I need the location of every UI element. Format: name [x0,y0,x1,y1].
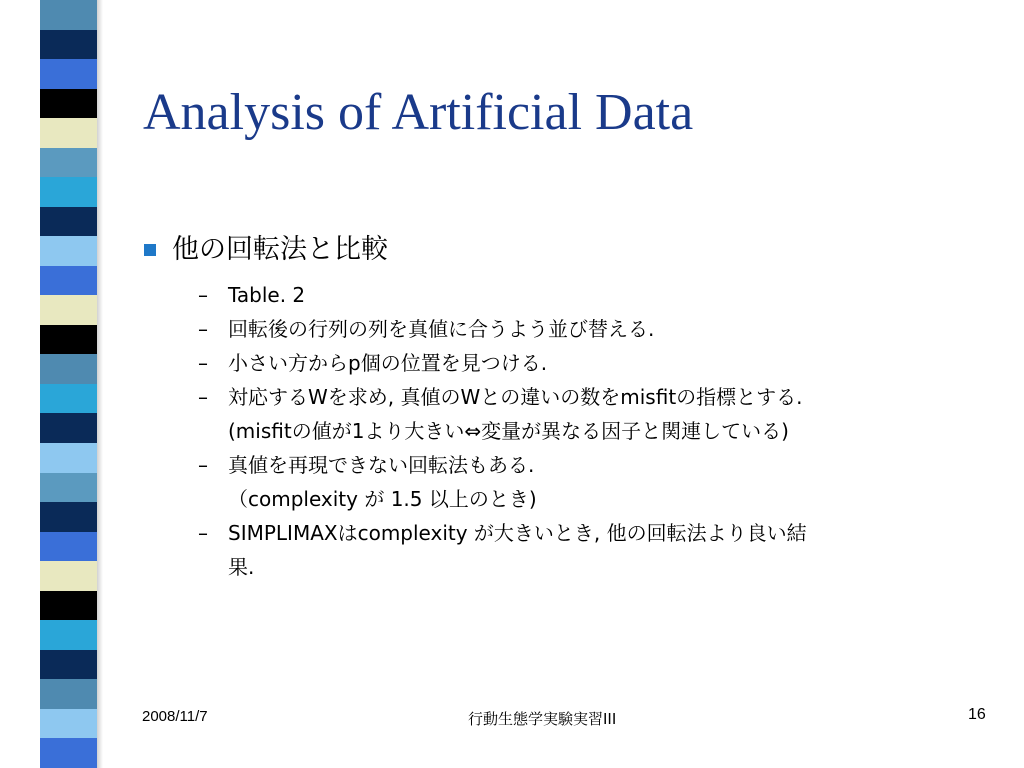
sub-item-text: 小さい方からp個の位置を見つける. [228,351,548,375]
footer-date: 2008/11/7 [142,708,208,725]
sub-item-text: 対応するWを求め, 真値のWとの違いの数をmisfitの指標とする. [228,385,803,409]
slide-number: 16 [968,706,986,723]
stripe-block [40,207,97,237]
stripe-block [40,325,97,355]
slide-title: Analysis of Artificial Data [143,84,694,141]
stripe-block [40,561,97,591]
main-bullet-text: 他の回転法と比較 [172,234,388,265]
stripe-block [40,679,97,709]
stripe-block [40,295,97,325]
stripe-block [40,650,97,680]
dash-icon: – [198,283,208,307]
stripe-block [40,0,97,30]
sub-item-simplimax-cont [198,550,1020,584]
stripe-block [40,473,97,503]
square-bullet-icon [144,244,156,256]
stripe-block [40,30,97,60]
stripe-block [40,532,97,562]
stripe-block [40,502,97,532]
sub-item-text: SIMPLIMAXはcomplexity が大きいとき, 他の回転法より良い結 [228,521,807,545]
sub-item-misfit-note [198,414,1020,448]
stripe-block [40,709,97,739]
stripe-shadow [97,0,103,768]
stripe-block [40,384,97,414]
dash-icon: – [198,351,208,375]
sub-bullet-list [140,278,1020,584]
stripe-block [40,413,97,443]
stripe-block [40,177,97,207]
sub-item-text: 真値を再現できない回転法もある. [228,453,535,477]
sub-item-cannot-reproduce [198,448,1020,482]
stripe-block [40,354,97,384]
sub-item-text: （complexity が 1.5 以上のとき) [228,487,537,511]
sub-item-reorder [198,312,1020,346]
main-bullet [140,232,1020,270]
sub-item-complexity-note [198,482,1020,516]
sub-item-find-positions [198,346,1020,380]
sub-item-text: Table. 2 [228,283,306,307]
dash-icon: – [198,453,208,477]
stripe-block [40,118,97,148]
dash-icon: – [198,521,208,545]
slide-content [140,232,1020,584]
stripe-block [40,148,97,178]
sub-item-text: 回転後の行列の列を真値に合うよう並び替える. [228,317,655,341]
sub-item-text: 果. [228,555,255,579]
footer-course: 行動生態学実験実習III [468,710,617,728]
stripe-block [40,443,97,473]
stripe-block [40,738,97,768]
stripe-block [40,591,97,621]
sub-item-simplimax [198,516,1020,550]
sub-item-misfit [198,380,1020,414]
dash-icon: – [198,385,208,409]
stripe-block [40,236,97,266]
stripe-block [40,620,97,650]
stripe-block [40,89,97,119]
stripe-block [40,59,97,89]
dash-icon: – [198,317,208,341]
decorative-stripe-bar [40,0,97,768]
sub-item-text: (misfitの値が1より大きい⇔変量が異なる因子と関連している) [228,419,789,443]
stripe-block [40,266,97,296]
sub-item-table [198,278,1020,312]
